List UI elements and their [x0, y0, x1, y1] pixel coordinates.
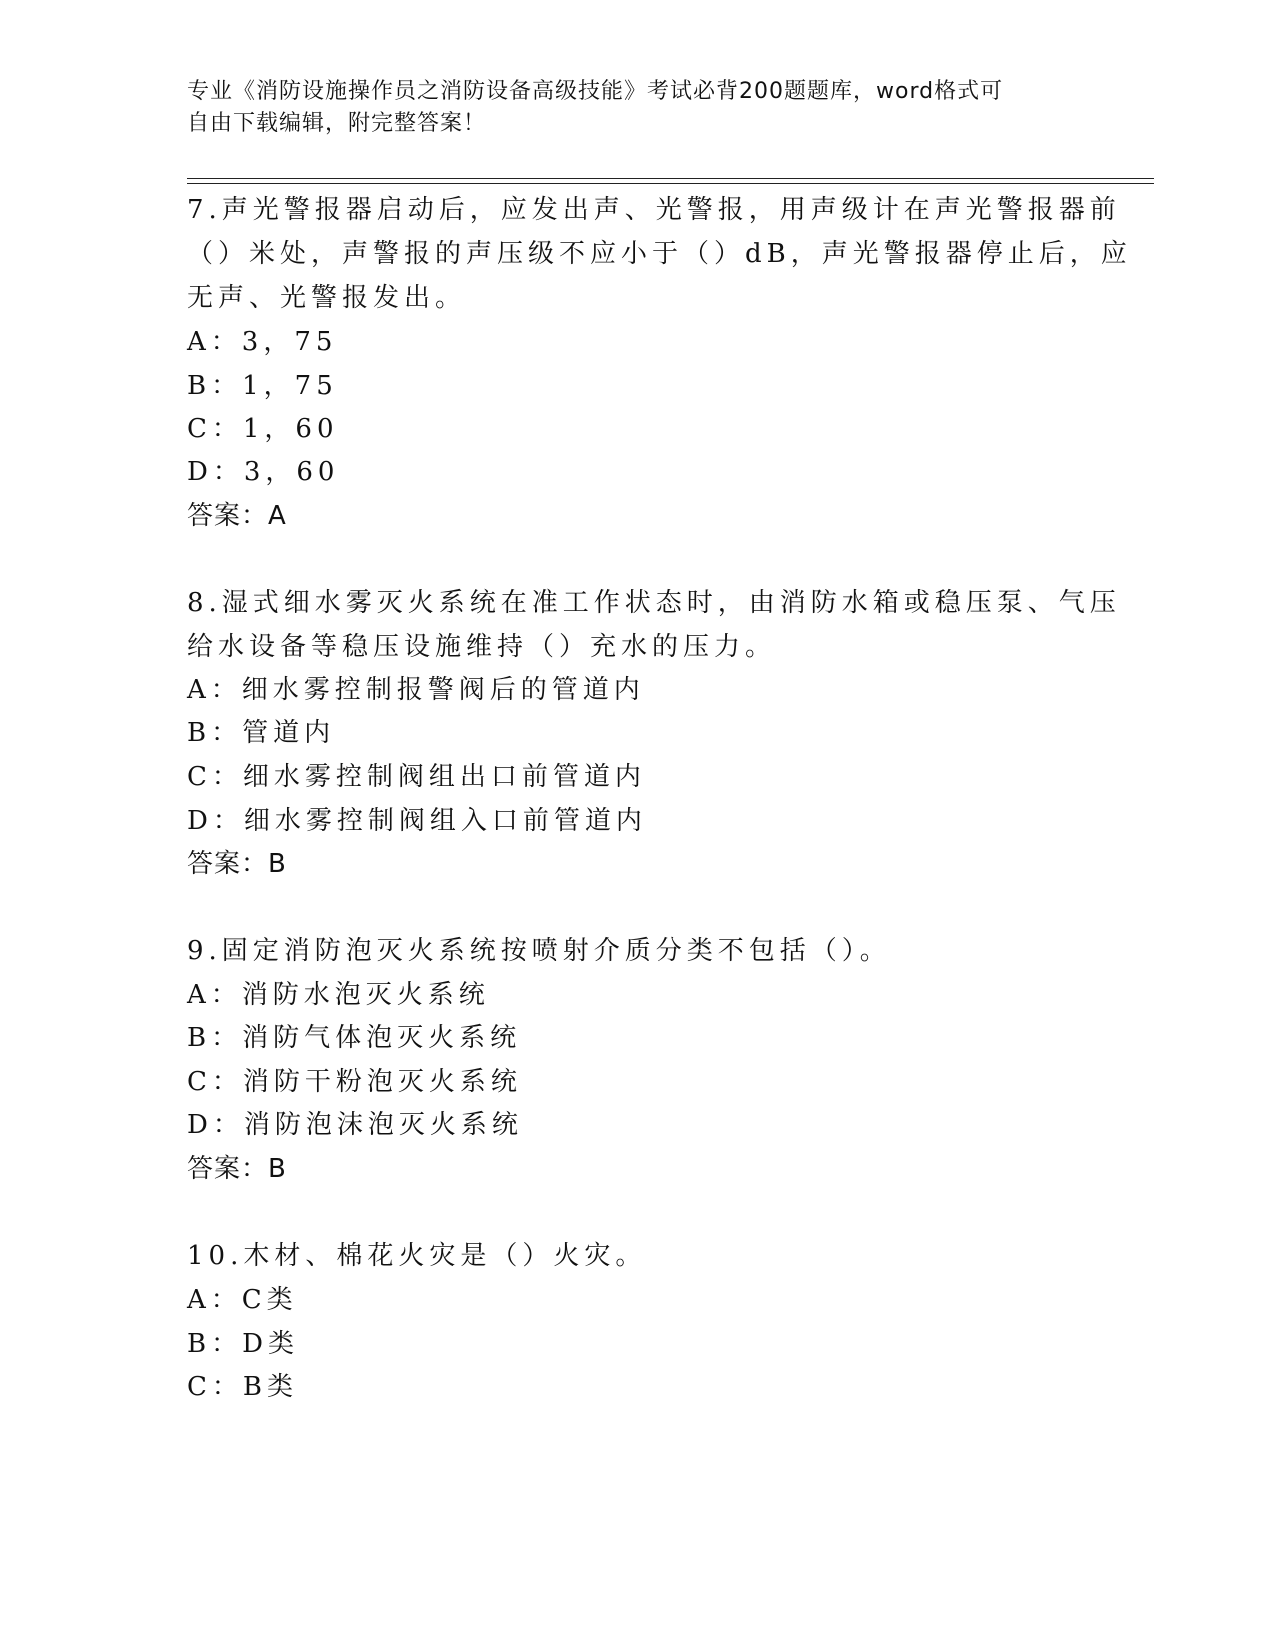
question-9-option-d: D：消防泡沫泡灭火系统 — [187, 1110, 523, 1140]
question-10-option-c: C：B类 — [187, 1372, 299, 1402]
header-divider-bottom — [187, 183, 1154, 184]
document-header — [187, 76, 1067, 140]
header-divider-top — [187, 178, 1154, 179]
question-9-text-line-1: 9.固定消防泡灭火系统按喷射介质分类不包括（）。 — [187, 936, 891, 966]
question-8-text-line-1: 8.湿式细水雾灭火系统在准工作状态时，由消防水箱或稳压泵、气压 — [187, 588, 1121, 618]
question-7-text-line-1: 7.声光警报器启动后，应发出声、光警报，用声级计在声光警报器前 — [187, 195, 1121, 225]
question-9-option-b: B：消防气体泡灭火系统 — [187, 1023, 522, 1053]
question-7-answer: 答案：A — [187, 501, 287, 531]
question-10-option-b: B：D类 — [187, 1329, 299, 1359]
question-8-option-b: B：管道内 — [187, 718, 336, 748]
question-7-option-a: A：3，75 — [187, 327, 338, 357]
question-10-text-line-1: 10.木材、棉花火灾是（）火灾。 — [187, 1241, 647, 1271]
question-7-text-line-3: 无声、光警报发出。 — [187, 283, 467, 313]
question-7-option-d: D：3，60 — [187, 457, 340, 487]
header-line-2: 自由下载编辑，附完整答案！ — [187, 111, 487, 136]
question-9-option-a: A：消防水泡灭火系统 — [187, 980, 490, 1010]
question-7-option-c: C：1，60 — [187, 414, 339, 444]
question-8-text-line-2: 给水设备等稳压设施维持（）充水的压力。 — [187, 632, 777, 662]
header-line-1: 专业《消防设施操作员之消防设备高级技能》考试必背200题题库，word格式可 — [187, 79, 1004, 104]
question-8-answer: 答案：B — [187, 849, 287, 879]
question-10-option-a: A：C类 — [187, 1285, 298, 1315]
question-8-option-c: C：细水雾控制阀组出口前管道内 — [187, 762, 646, 792]
question-7-option-b: B：1，75 — [187, 371, 338, 401]
question-9-option-c: C：消防干粉泡灭火系统 — [187, 1067, 522, 1097]
question-9-answer: 答案：B — [187, 1154, 287, 1184]
question-8-option-a: A：细水雾控制报警阀后的管道内 — [187, 675, 645, 705]
question-7-text-line-2: （）米处，声警报的声压级不应小于（）dB，声光警报器停止后，应 — [187, 239, 1132, 269]
question-8-option-d: D：细水雾控制阀组入口前管道内 — [187, 806, 647, 836]
